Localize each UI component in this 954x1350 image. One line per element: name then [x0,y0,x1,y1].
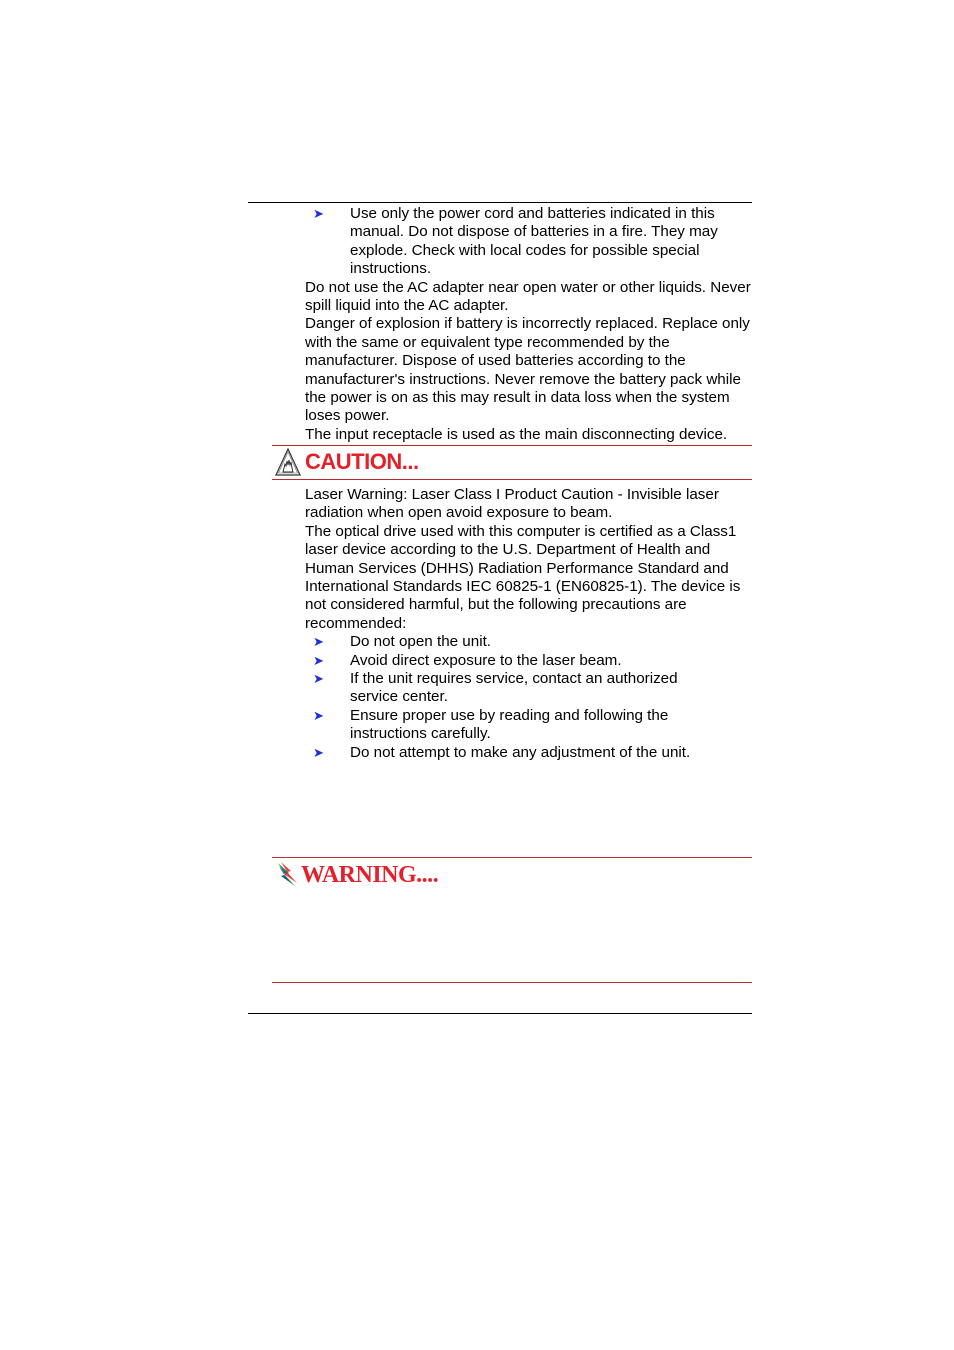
section-laser-warning [305,486,760,762]
bullet-text: Do not open the unit. [350,633,492,651]
list-item [305,205,750,279]
arrowhead-bullet-icon: ➤ [313,634,324,650]
list-item [305,670,710,707]
list-item [305,652,760,670]
caution-hand-triangle-icon [275,448,301,476]
bullet-text: If the unit requires service, contact an authorized service center. [350,670,678,706]
warning-heading [275,861,438,889]
list-item [305,744,760,762]
paragraph: The input receptacle is used as the main disconnecting device. [305,425,728,443]
paragraph: Do not use the AC adapter near open water or other liquids. Never spill liquid into the AC adapter. [305,278,751,315]
warning-bottom-rule [272,982,752,983]
power-bullet-list [305,205,760,279]
arrowhead-bullet-icon: ➤ [313,707,324,723]
paragraph: Danger of explosion if battery is incorrectly replaced. Replace only with the same or equivalent type recommended by the manufacturer. Dispose of used batteries according to the manufacturer's instructions. Never remove the battery pack while the power is on as this may result in data loss when the system loses power. [305,315,750,425]
list-item [305,633,760,651]
section-power-safety [305,205,760,444]
arrowhead-bullet-icon: ➤ [313,671,324,687]
caution-top-rule [272,445,752,446]
caution-label: CAUTION... [305,449,419,474]
bottom-rule [248,1013,752,1014]
paragraph: The optical drive used with this computer is certified as a Class1 laser device according to the U.S. Department of Health and Human Services (DHHS) Radiation Performance Standard and International Standards IEC 60825-1 (EN60825-1). The device is not considered harmful, but the following precautions are recommended: [305,522,741,632]
laser-bullet-list [305,633,760,762]
bullet-text: Ensure proper use by reading and following the instructions carefully. [350,706,669,743]
arrowhead-bullet-icon: ➤ [313,206,324,221]
arrowhead-bullet-icon: ➤ [313,652,324,668]
bullet-text: Use only the power cord and batteries indicated in this manual. Do not dispose of batteries in a fire. They may explode. Check with local codes for possible special instructions. [350,205,718,278]
caution-heading [275,448,419,476]
warning-label: WARNING.... [301,861,439,888]
warning-top-rule [272,857,752,858]
bullet-text: Avoid direct exposure to the laser beam. [350,651,622,669]
lightning-bolt-icon [275,861,299,889]
list-item [305,707,710,744]
top-rule [248,202,752,203]
bullet-text: Do not attempt to make any adjustment of the unit. [350,743,691,761]
paragraph: Laser Warning: Laser Class I Product Caution - Invisible laser radiation when open avoid exposure to beam. [305,486,719,522]
caution-bottom-rule [272,479,752,480]
arrowhead-bullet-icon: ➤ [313,744,324,760]
